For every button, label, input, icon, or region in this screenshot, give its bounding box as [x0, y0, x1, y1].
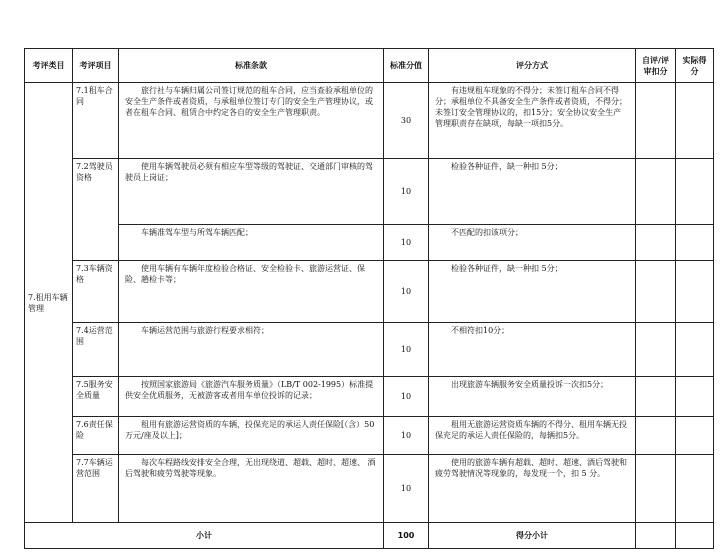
method-cell: 出现旅游车辆服务安全质量投诉一次扣5分；	[429, 377, 636, 417]
category-cell: 7.租用车辆管理	[25, 83, 73, 523]
score-cell: 10	[384, 455, 429, 523]
standard-cell: 使用车辆有车辆年度检验合格证、安全检验卡、旅游运营证、保险、趟检卡等；	[119, 261, 384, 323]
table-row	[25, 323, 714, 377]
item-cell: 7.6责任保险	[73, 417, 119, 455]
header-method: 评分方式	[429, 49, 636, 83]
item-cell: 7.2驾驶员资格	[73, 159, 119, 261]
actual-score-cell	[676, 323, 714, 377]
actual-score-cell	[676, 417, 714, 455]
self-eval-cell	[636, 225, 676, 261]
self-eval-cell	[636, 377, 676, 417]
self-eval-cell	[636, 159, 676, 225]
item-cell: 7.1租车合同	[73, 83, 119, 159]
header-score: 标准分值	[384, 49, 429, 83]
self-eval-cell	[636, 83, 676, 159]
score-cell: 10	[384, 323, 429, 377]
score-subtotal-label: 得分小计	[429, 523, 636, 549]
standard-cell: 使用车辆驾驶员必须有相应车型等级的驾驶证、交通部门审核的驾驶员上岗证；	[119, 159, 384, 225]
method-cell: 检验各种证件，缺一种扣 5分；	[429, 159, 636, 225]
standard-cell: 车辆准驾车型与所驾车辆匹配；	[119, 225, 384, 261]
table-row	[25, 417, 714, 455]
header-standard: 标准条款	[119, 49, 384, 83]
standard-cell: 按照国家旅游局《旅游汽车服务质量》（LB/T 002-1995）标准提供安全优质服务，无被游客或者用车单位投诉的记录；	[119, 377, 384, 417]
method-cell: 使用的旅游车辆有超载、超时、超速、酒后驾驶和疲劳驾驶情况等现象的，每发现一个，扣 5 分。	[429, 455, 636, 523]
standard-cell: 旅行社与车辆归属公司签订规范的租车合同，应当查验承租单位的安全生产条件或者资质，与承租单位签订专门的安全生产管理协议，或者在租车合同、租赁合中约定各自的安全生产管理职责。	[119, 83, 384, 159]
actual-score-cell	[676, 261, 714, 323]
method-cell: 租用无旅游运营资质车辆的不得分、租用车辆无投保充足的承运人责任保险的，每辆扣5分。	[429, 417, 636, 455]
subtotal-actual-cell	[676, 523, 714, 549]
table-row	[25, 225, 714, 261]
header-item: 考评项目	[73, 49, 119, 83]
method-cell: 检验各种证件，缺一种扣 5分；	[429, 261, 636, 323]
method-cell: 不相符扣10分；	[429, 323, 636, 377]
self-eval-cell	[636, 261, 676, 323]
standard-cell: 车辆运营范围与旅游行程要求相符；	[119, 323, 384, 377]
actual-score-cell	[676, 455, 714, 523]
item-cell: 7.5服务安全质量	[73, 377, 119, 417]
subtotal-row	[25, 523, 714, 549]
subtotal-score: 100	[384, 523, 429, 549]
table-row	[25, 159, 714, 225]
table-row	[25, 261, 714, 323]
item-cell: 7.4运营范围	[73, 323, 119, 377]
score-cell: 10	[384, 377, 429, 417]
self-eval-cell	[636, 417, 676, 455]
score-cell: 10	[384, 417, 429, 455]
actual-score-cell	[676, 225, 714, 261]
self-eval-cell	[636, 323, 676, 377]
actual-score-cell	[676, 83, 714, 159]
self-eval-cell	[636, 455, 676, 523]
score-cell: 30	[384, 83, 429, 159]
subtotal-label: 小计	[25, 523, 384, 549]
method-cell: 有违规租车现象的不得分；未签订租车合同不得分；承租单位不具备安全生产条件或者资质，不得分；未签订安全管理协议的，扣15分；安全协议安全生产管理职责存在缺项，每缺一项扣5分。	[429, 83, 636, 159]
table-row	[25, 455, 714, 523]
table-row	[25, 83, 714, 159]
actual-score-cell	[676, 159, 714, 225]
header-category: 考评类目	[25, 49, 73, 83]
item-cell: 7.3车辆资格	[73, 261, 119, 323]
header-actual: 实际得分	[676, 49, 714, 83]
standard-cell: 租用有旅游运营资质的车辆，投保充足的承运人责任保险[（含）50 万元/座及以上]；	[119, 417, 384, 455]
score-cell: 10	[384, 159, 429, 225]
actual-score-cell	[676, 377, 714, 417]
item-cell: 7.7车辆运营范围	[73, 455, 119, 523]
standard-cell: 每次车程路线安排安全合理，无出现绕道、超载、超时、超速、 酒后驾驶和疲劳驾驶等现象。	[119, 455, 384, 523]
score-cell: 10	[384, 261, 429, 323]
header-self-eval: 自评/评审扣分	[636, 49, 676, 83]
evaluation-table	[24, 48, 714, 549]
score-cell: 10	[384, 225, 429, 261]
method-cell: 不匹配的扣该项分；	[429, 225, 636, 261]
subtotal-self-eval-cell	[636, 523, 676, 549]
table-row	[25, 377, 714, 417]
